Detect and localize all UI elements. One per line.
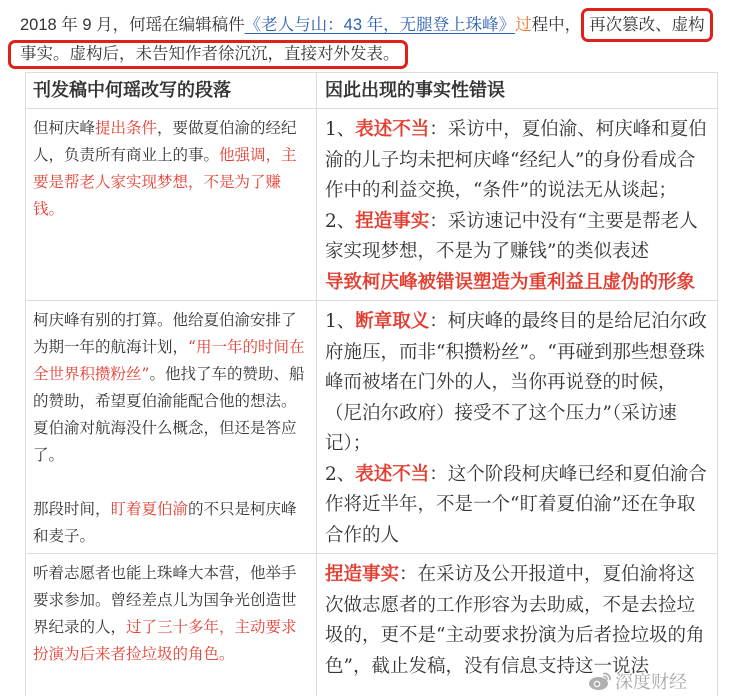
factual-error-cell xyxy=(317,301,718,554)
intro-line-1 xyxy=(20,11,713,39)
red-highlight: 提出条件 xyxy=(95,119,158,137)
cell-line xyxy=(33,523,310,550)
cell-text: 听着志愿者也能上珠峰大本营，他举手 xyxy=(33,564,297,582)
red-annotation-box-2: 事实。虚构后，未告知作者徐沉沉，直接对外发表。 xyxy=(8,40,408,69)
cell-line xyxy=(33,496,310,523)
cell-text: 色”，截止发稿，没有信息支持这一说法 xyxy=(325,655,649,677)
cell-text: 界纪录的人， xyxy=(33,618,127,636)
error-label: 断章取义 xyxy=(355,311,430,332)
weibo-logo-icon xyxy=(588,671,612,691)
cell-text: 柯庆峰有别的打算。他给夏伯渝安排了 xyxy=(33,311,297,329)
error-label: 表述不当 xyxy=(355,463,430,485)
cell-line xyxy=(325,368,713,399)
error-label: 表述不当 xyxy=(355,119,430,140)
cell-text: 峰而被堵在门外的人，当你再说登的时候， xyxy=(325,372,677,393)
red-highlight: 盯着夏伯渝 xyxy=(110,500,189,518)
cell-line xyxy=(325,429,713,460)
cell-line xyxy=(33,334,310,361)
cell-line xyxy=(325,490,713,521)
cell-text: 和麦子。 xyxy=(33,527,96,545)
cell-text: 的不只是柯庆峰 xyxy=(188,500,297,518)
comparison-table-wrapper xyxy=(24,71,718,696)
article-title-link[interactable]: 《老人与山：43 年，无腿登上珠峰》 xyxy=(244,16,516,34)
cell-text: 人，负责所有商业上的事。 xyxy=(33,146,220,164)
intro-text-continued: 程中， xyxy=(531,16,582,34)
cell-text: 的赞助，希望夏伯渝能配合他的想法。 xyxy=(33,392,297,410)
red-highlight: 扮演为后来者捡垃圾的角色。 xyxy=(33,645,235,663)
cell-line xyxy=(33,361,310,388)
cell-text: 了。 xyxy=(33,446,65,464)
cell-text: 府施压，而非“积攒粉丝”。“再碰到那些想登珠 xyxy=(325,341,705,363)
cell-text: 次做志愿者的工作形容为去助威，不是去捡垃 xyxy=(325,594,696,616)
cell-line xyxy=(325,115,713,146)
cell-text: ：采访速记中没有“主要是帮老人 xyxy=(429,210,698,232)
header-rewritten-paragraphs: 刊发稿中何瑶改写的段落 xyxy=(26,73,317,109)
cell-text: 为期一年的航海计划， xyxy=(33,338,189,356)
cell-line xyxy=(325,237,713,268)
cell-line xyxy=(33,469,310,496)
cell-text: 1、 xyxy=(325,311,356,332)
cell-text: ：柯庆峰的最终目的是给尼泊尔政 xyxy=(429,311,707,332)
cell-line xyxy=(325,621,713,652)
cell-line xyxy=(325,521,713,552)
intro-paragraph xyxy=(20,11,713,67)
red-highlight: 过了三十多年，主动要求 xyxy=(126,618,297,636)
cell-line xyxy=(325,307,713,338)
cell-line xyxy=(325,338,713,369)
cell-text: 渝的儿子均未把柯庆峰“经纪人”的身份看成合 xyxy=(325,149,696,171)
cell-line xyxy=(33,196,310,223)
cell-line xyxy=(325,146,713,177)
red-highlight: 他强调，主 xyxy=(219,146,297,164)
cell-text: ：这个阶段柯庆峰已经和夏伯渝合 xyxy=(429,463,707,485)
cell-line xyxy=(33,415,310,442)
factual-error-cell xyxy=(317,109,718,301)
cell-text: 记）； xyxy=(325,433,372,454)
red-highlight: 钱。 xyxy=(33,200,65,218)
cell-text: 作将近半年，不是一个“盯着夏伯渝”还在争取 xyxy=(325,494,696,515)
cell-text: 合作的人 xyxy=(325,524,400,546)
cell-text: 家实现梦想，不是为了赚钱”的类似表述 xyxy=(325,241,649,262)
comparison-table xyxy=(25,72,718,696)
rewritten-paragraph-cell xyxy=(26,554,317,696)
cell-line xyxy=(325,176,713,207)
cell-line xyxy=(325,591,713,622)
cell-line xyxy=(325,460,713,491)
header-factual-errors: 因此出现的事实性错误 xyxy=(317,73,718,109)
rewritten-paragraph-cell xyxy=(26,109,317,301)
cell-line xyxy=(33,142,310,169)
cell-line xyxy=(325,560,713,591)
red-highlight: 全世界积攒粉丝” xyxy=(33,365,150,383)
error-label: 捏造事实 xyxy=(355,210,430,232)
cell-line xyxy=(325,399,713,430)
cell-text: ：在采访及公开报道中，夏伯渝将这 xyxy=(399,564,696,585)
cell-line xyxy=(33,614,310,641)
cell-text: 要求参加。曾经差点儿为国争光创造世 xyxy=(33,591,297,609)
cell-text: 夏伯渝对航海没什么概念，但还是答应 xyxy=(33,419,297,437)
cell-text: 但柯庆峰 xyxy=(33,119,96,137)
cell-line xyxy=(33,587,310,614)
cell-line xyxy=(33,560,310,587)
red-highlight: “用一年的时间在 xyxy=(188,338,305,356)
watermark xyxy=(588,669,687,693)
cell-text: 作中的利益交换，“条件”的说法无从谈起； xyxy=(325,180,677,201)
cell-line xyxy=(325,268,713,299)
cell-text: （尼泊尔政府）接受不了这个压力”（采访速 xyxy=(325,402,677,424)
error-label: 捏造事实 xyxy=(325,564,400,585)
cell-line xyxy=(33,388,310,415)
cell-line xyxy=(325,207,713,238)
cell-text: 1、 xyxy=(325,119,356,140)
cell-text: 2、 xyxy=(325,210,356,232)
cell-line xyxy=(33,442,310,469)
cell-text: ，要做夏伯渝的经纪 xyxy=(157,119,297,137)
cell-text: 。他找了车的赞助、船 xyxy=(149,365,305,383)
intro-line-2 xyxy=(20,39,713,67)
cell-text: 那段时间， xyxy=(33,500,111,518)
table-row xyxy=(26,109,718,301)
rewritten-paragraph-cell xyxy=(26,301,317,554)
cell-text: 2、 xyxy=(325,463,356,485)
header-row xyxy=(26,73,718,109)
table-row xyxy=(26,301,718,554)
cell-line xyxy=(33,641,310,668)
watermark-text: 深度财经 xyxy=(615,672,687,692)
intro-lead-text: 2018 年 9 月，何瑶在编辑稿件 xyxy=(20,16,245,34)
cell-line xyxy=(33,115,310,142)
red-annotation-box-1: 再次篡改、虚构 xyxy=(581,8,713,42)
error-label: 导致柯庆峰被错误塑造为重利益且虚伪的形象 xyxy=(325,271,696,293)
cell-line xyxy=(33,307,310,334)
cell-text: 圾的，更不是“主动要求扮演为后者捡垃圾的角 xyxy=(325,625,705,646)
cell-text: ：采访中，夏伯渝、柯庆峰和夏伯 xyxy=(429,119,707,140)
highlighted-char: 过 xyxy=(515,16,532,34)
red-highlight: 要是帮老人家实现梦想，不是为了赚 xyxy=(33,173,282,191)
cell-line xyxy=(33,169,310,196)
